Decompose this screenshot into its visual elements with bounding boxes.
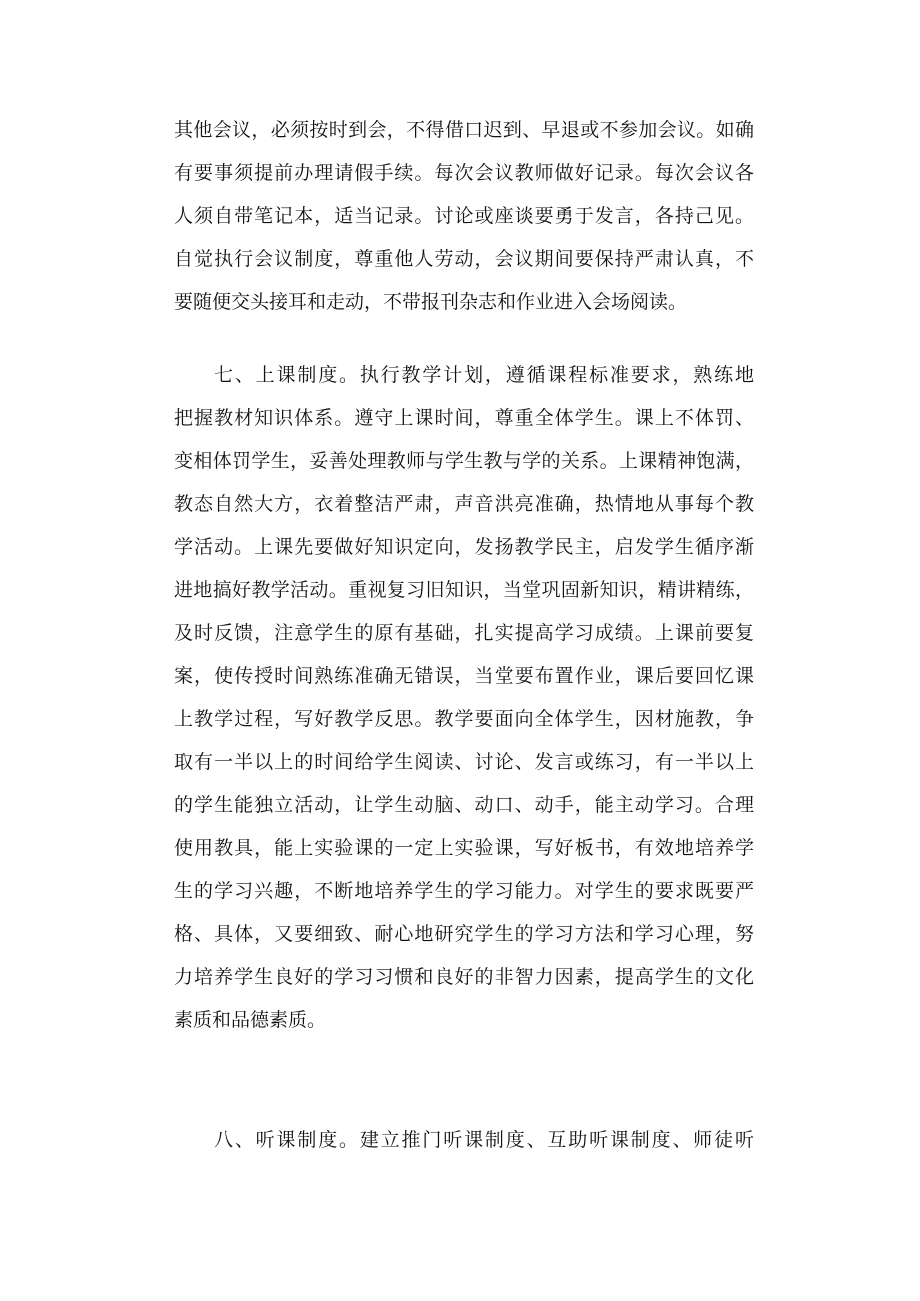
text-line: 案，使传授时间熟练准确无错误，当堂要布置作业，课后要回忆课 — [174, 665, 754, 687]
text-line: 进地搞好教学活动。重视复习旧知识，当堂巩固新知识，精讲精练， — [174, 579, 754, 601]
text-line: 其他会议，必须按时到会，不得借口迟到、早退或不参加会议。如确 — [174, 119, 754, 141]
text-line: 把握教材知识体系。遵守上课时间，尊重全体学生。课上不体罚、 — [174, 407, 754, 429]
paragraph-meeting-rules — [174, 109, 754, 324]
text-line: 格、具体，又要细致、耐心地研究学生的学习方法和学习心理，努 — [174, 923, 754, 945]
text-line: 取有一半以上的时间给学生阅读、讨论、发言或练习，有一半以上 — [174, 751, 754, 773]
text-line: 力培养学生良好的学习习惯和良好的非智力因素，提高学生的文化 — [174, 966, 754, 988]
text-line: 要随便交头接耳和走动，不带报刊杂志和作业进入会场阅读。 — [174, 291, 688, 313]
paragraph-observation-rules — [174, 1119, 754, 1162]
text-line: 学活动。上课先要做好知识定向，发扬教学民主，启发学生循序渐 — [174, 536, 754, 558]
text-line: 有要事须提前办理请假手续。每次会议教师做好记录。每次会议各 — [174, 162, 754, 184]
text-line: 上教学过程，写好教学反思。教学要面向全体学生，因材施教，争 — [174, 708, 754, 730]
text-line: 生的学习兴趣，不断地培养学生的学习能力。对学生的要求既要严 — [174, 880, 754, 902]
text-line: 及时反馈，注意学生的原有基础，扎实提高学习成绩。上课前要复 — [174, 622, 754, 644]
text-line: 教态自然大方，衣着整洁严肃，声音洪亮准确，热情地从事每个教 — [174, 493, 754, 515]
text-line: 变相体罚学生，妥善处理教师与学生教与学的关系。上课精神饱满， — [174, 450, 754, 472]
paragraph-class-rules — [174, 354, 754, 1042]
text-line: 七、上课制度。执行教学计划，遵循课程标准要求，熟练地 — [214, 364, 754, 386]
text-line: 自觉执行会议制度，尊重他人劳动，会议期间要保持严肃认真，不 — [174, 248, 754, 270]
text-line: 人须自带笔记本，适当记录。讨论或座谈要勇于发言，各持己见。 — [174, 205, 754, 227]
text-line: 八、听课制度。建立推门听课制度、互助听课制度、师徒听 — [214, 1129, 754, 1151]
text-line: 使用教具，能上实验课的一定上实验课，写好板书，有效地培养学 — [174, 837, 754, 859]
text-line: 素质和品德素质。 — [174, 1009, 327, 1031]
text-line: 的学生能独立活动，让学生动脑、动口、动手，能主动学习。合理 — [174, 794, 754, 816]
